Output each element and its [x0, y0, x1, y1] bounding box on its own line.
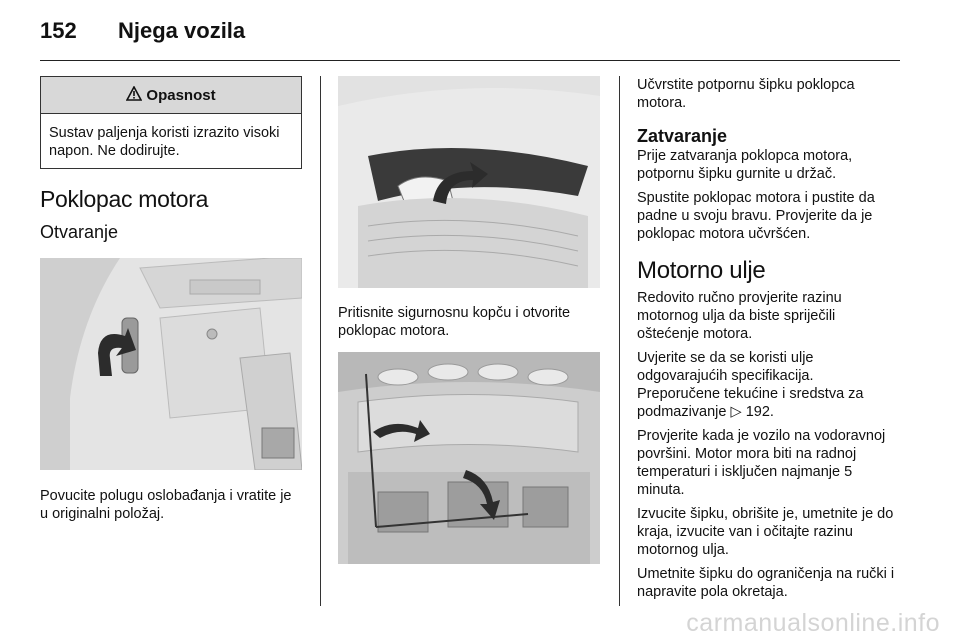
page-number: 152: [40, 18, 77, 43]
warning-triangle-icon: [126, 86, 142, 105]
warning-text: Sustav paljenja koristi izrazito visoki napon. Ne dodirujte.: [49, 125, 280, 159]
closing-paragraph-2: Spustite poklopac motora i pustite da padne u svoju bravu. Provjerite da je poklopac motora učvršćen.: [637, 190, 875, 242]
caption-safety-catch: Pritisnite sigurnosnu kopču i otvorite poklopac motora.: [338, 305, 571, 339]
caption-release-lever: Povucite polugu oslobađanja i vratite je u originalni položaj.: [40, 488, 292, 522]
subsection-title-closing: Zatvaranje: [637, 126, 728, 146]
column-middle: [338, 76, 600, 564]
oil-paragraph-3: Provjerite kada je vozilo na vodoravnoj površini. Motor mora biti na radnoj temperaturi i isključen najmanje 5 minuta.: [637, 428, 886, 498]
warning-box: [40, 76, 302, 169]
column-right: [637, 76, 899, 601]
watermark: carmanualsonline.info: [686, 609, 940, 637]
column-divider: [619, 76, 620, 606]
column-left: [40, 76, 302, 523]
caption-support-rod: Učvrstite potpornu šipku poklopca motora.: [637, 77, 855, 111]
oil-paragraph-2-text: Uvjerite se da se koristi ulje odgovarajućih specifikacija. Preporučene tekućine i sredstva za podmazivanje: [637, 350, 864, 420]
figure-support-rod: [338, 352, 600, 564]
oil-paragraph-4: Izvucite šipku, obrišite je, umetnite je do kraja, izvucite van i očitajte razinu motornog ulja.: [637, 506, 894, 558]
column-divider: [320, 76, 321, 606]
oil-paragraph-2: [637, 349, 899, 421]
page-reference-icon: ▷: [730, 404, 742, 420]
header-rule: [40, 60, 900, 61]
page-reference-number[interactable]: 192.: [745, 404, 774, 420]
page-header: [40, 18, 245, 44]
section-title: Poklopac motora: [40, 186, 209, 212]
page-title: Njega vozila: [118, 18, 246, 43]
figure-safety-catch: [338, 76, 600, 288]
closing-paragraph-1: Prije zatvaranja poklopca motora, potpornu šipku gurnite u držač.: [637, 148, 853, 182]
oil-paragraph-1: Redovito ručno provjerite razinu motornog ulja da biste spriječili oštećenje motora.: [637, 290, 842, 342]
oil-paragraph-5: Umetnite šipku do ograničenja na ručki i napravite pola okretaja.: [637, 566, 895, 600]
figure-release-lever: [40, 258, 302, 470]
warning-header: [41, 77, 301, 114]
subsection-title-opening: Otvaranje: [40, 222, 119, 242]
warning-title: Opasnost: [146, 86, 216, 104]
section-title-oil: Motorno ulje: [637, 257, 766, 284]
